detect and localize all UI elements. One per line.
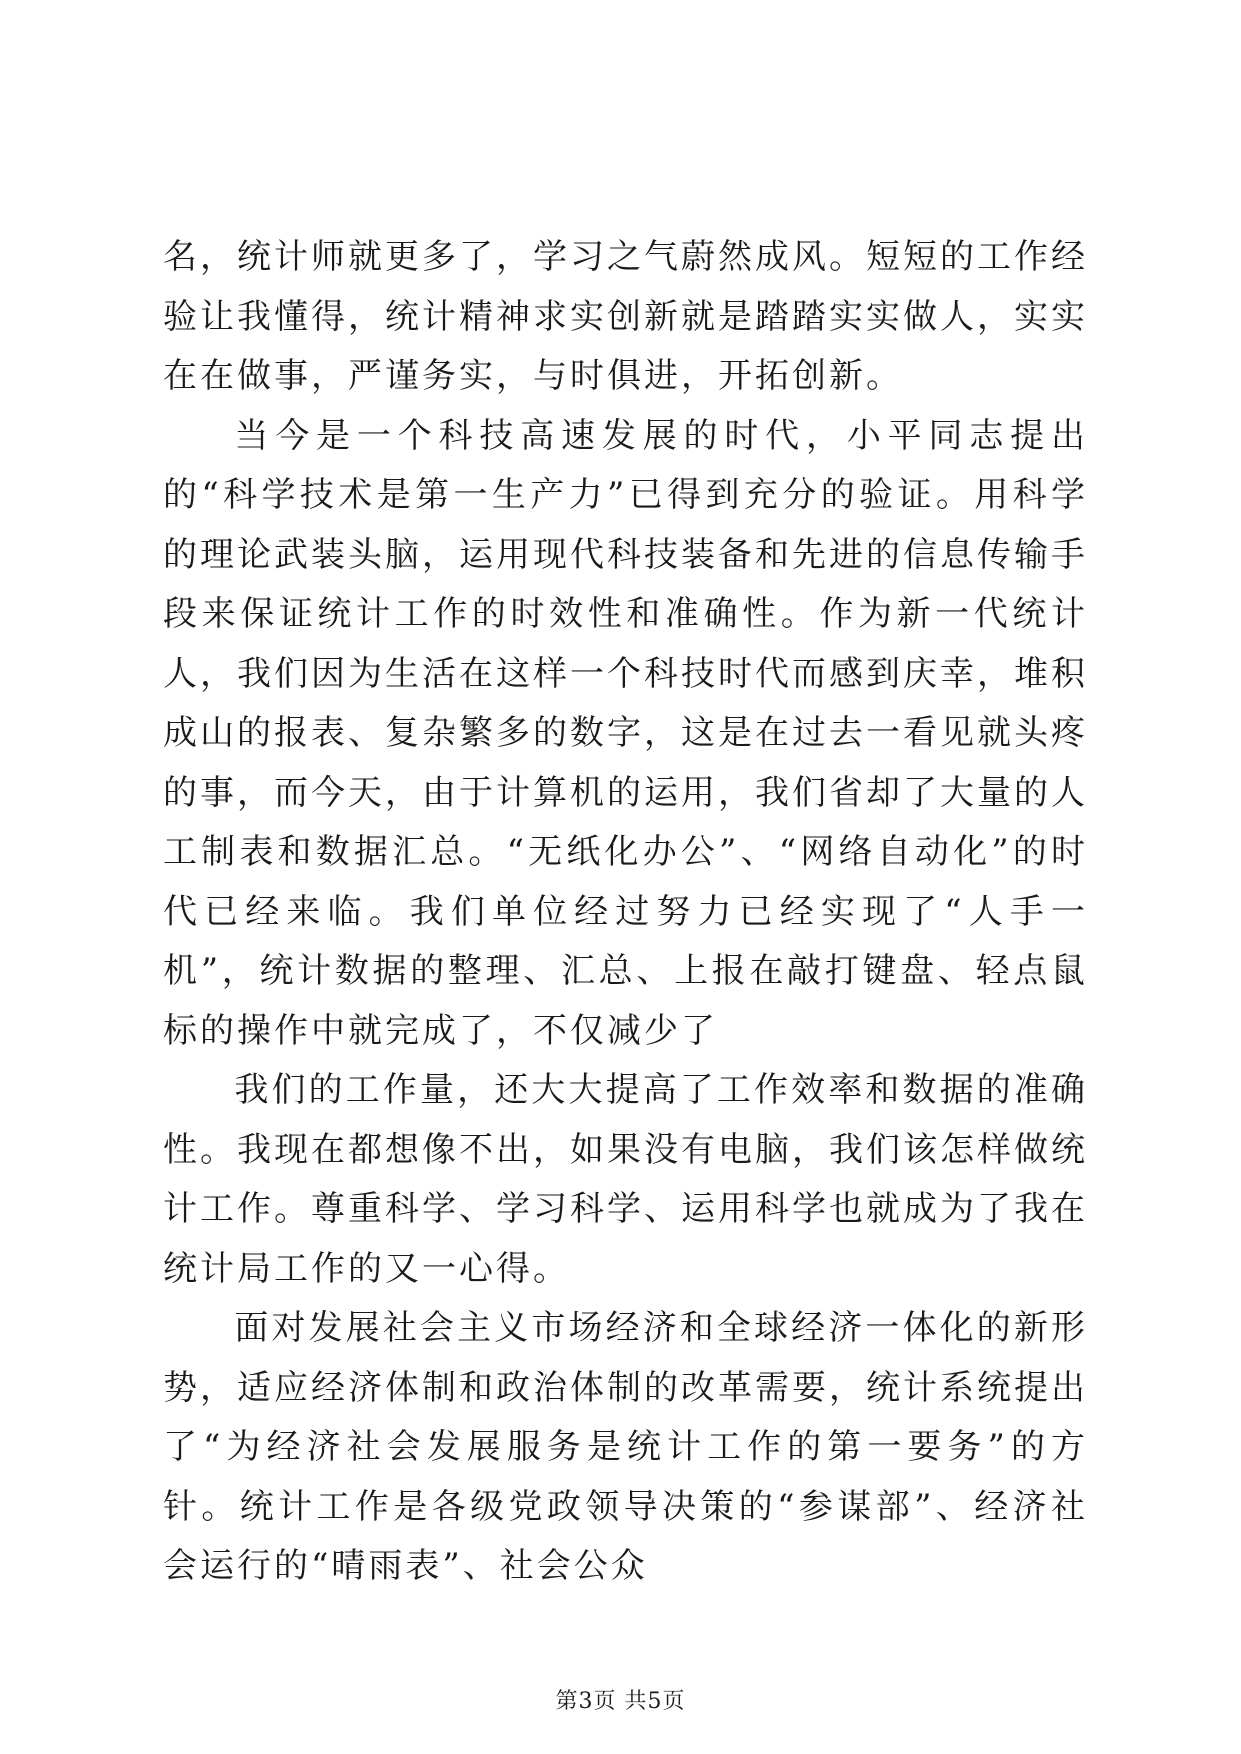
paragraph-technology: 当今是一个科技高速发展的时代，小平同志提出的“科学技术是第一生产力”已得到充分的验证。用科学的理论武装头脑，运用现代科技装备和先进的信息传输手段来保证统计工作的时效性和准确性。作为新一代统计人，我们因为生活在这样一个科技时代而感到庆幸，堆积成山的报表、复杂繁多的数字，这是在过去一看见就头疼的事，而今天，由于计算机的运用，我们省却了大量的人工制表和数据汇总。“无纸化办公”、“网络自动化”的时代已经来临。我们单位经过努力已经实现了“人手一机”，统计数据的整理、汇总、上报在敲打键盘、轻点鼠标的操作中就完成了，不仅减少了 [163, 415, 1088, 1051]
document-body [163, 228, 1088, 1597]
paragraph-continuation: 名，统计师就更多了，学习之气蔚然成风。短短的工作经验让我懂得，统计精神求实创新就是踏踏实实做人，实实在在做事，严谨务实，与时俱进，开拓创新。 [163, 237, 1088, 396]
page-number-footer: 第3页 共5页 [555, 1689, 686, 1714]
paragraph-workload: 我们的工作量，还大大提高了工作效率和数据的准确性。我现在都想像不出，如果没有电脑，我们该怎样做统计工作。尊重科学、学习科学、运用科学也就成为了我在统计局工作的又一心得。 [163, 1070, 1088, 1289]
paragraph-market-economy: 面对发展社会主义市场经济和全球经济一体化的新形势，适应经济体制和政治体制的改革需要，统计系统提出了“为经济社会发展服务是统计工作的第一要务”的方针。统计工作是各级党政领导决策的“参谋部”、经济社会运行的“晴雨表”、社会公众 [163, 1308, 1088, 1586]
